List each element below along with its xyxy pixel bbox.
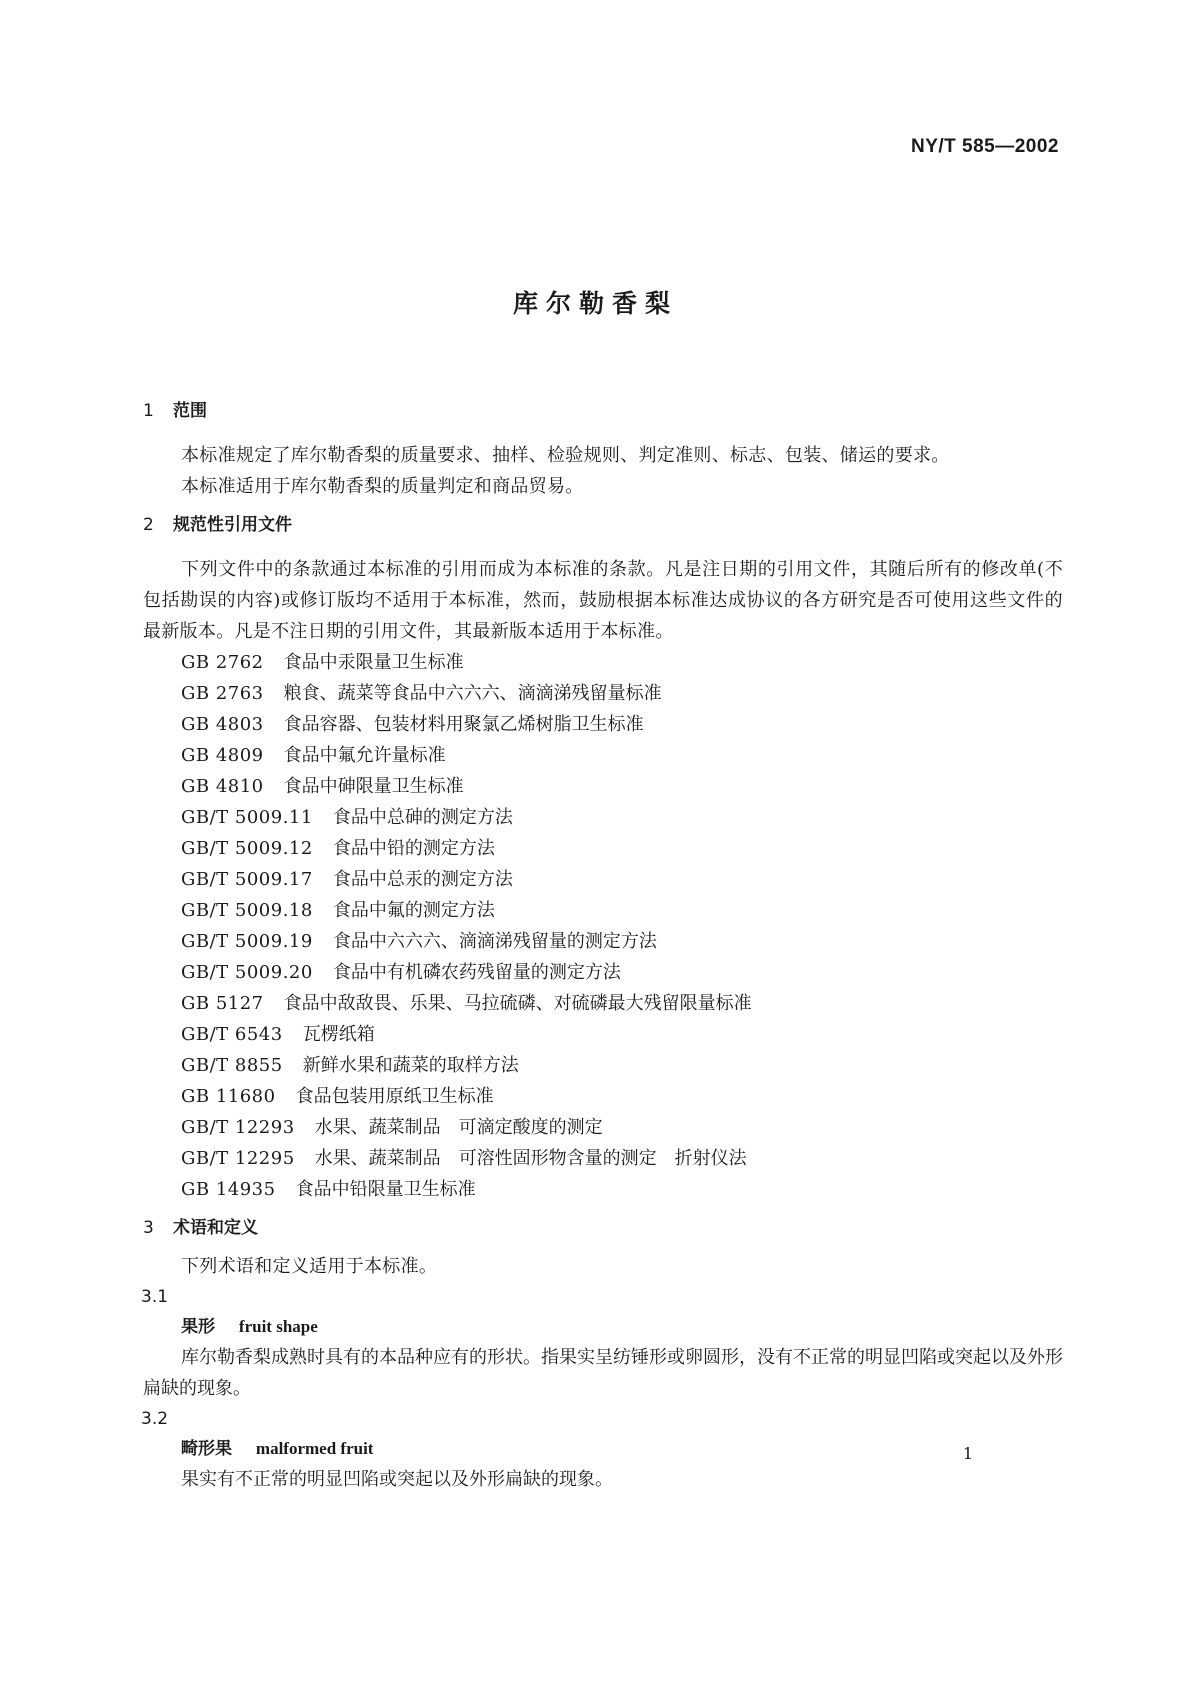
reference-title: 食品中砷限量卫生标准 [283,776,464,797]
reference-item [181,771,1063,802]
reference-code: GB 4809 [181,745,264,766]
reference-item [181,709,1063,740]
section-title: 范围 [173,401,207,421]
reference-item [181,1050,1063,1081]
reference-item [181,1112,1063,1143]
reference-item [181,926,1063,957]
reference-title: 粮食、蔬菜等食品中六六六、滴滴涕残留量标准 [283,683,662,704]
references-intro: 下列文件中的条款通过本标准的引用而成为本标准的条款。凡是注日期的引用文件，其随后所有的修改单(不包括勘误的内容)或修订版均不适用于本标准，然而，鼓励根据本标准达成协议的各方研究是否可使用这些文件的最新版本。凡是不注日期的引用文件，其最新版本适用于本标准。 [143,559,1063,642]
document-body [143,398,1063,1495]
reference-title: 瓦楞纸箱 [302,1024,375,1045]
reference-title: 食品中氟的测定方法 [332,900,495,921]
reference-item [181,957,1063,988]
reference-code: GB 5127 [181,993,264,1014]
reference-item [181,895,1063,926]
term-definition: 库尔勒香梨成熟时具有的本品种应有的形状。指果实呈纺锤形或卵圆形，没有不正常的明显凹陷或突起以及外形扁缺的现象。 [143,1347,1063,1399]
section-number: 3 [143,1218,154,1238]
reference-item [181,1019,1063,1050]
reference-title: 水果、蔬菜制品 可溶性固形物含量的测定 折射仪法 [314,1148,747,1169]
reference-code: GB 14935 [181,1179,276,1200]
term-en: fruit shape [238,1317,318,1336]
reference-title: 食品中六六六、滴滴涕残留量的测定方法 [332,931,657,952]
reference-code: GB/T 12295 [181,1148,295,1169]
reference-item [181,802,1063,833]
reference-item [181,647,1063,678]
term-heading [143,1434,1063,1464]
page-number: 1 [962,1444,973,1463]
reference-item [181,864,1063,895]
reference-code: GB/T 5009.12 [181,838,313,859]
section-number: 1 [143,401,154,421]
reference-title: 食品中有机磷农药残留量的测定方法 [332,962,621,983]
section-2-heading [143,512,1063,538]
reference-code: GB/T 5009.17 [181,869,313,890]
reference-title: 食品容器、包装材料用聚氯乙烯树脂卫生标准 [283,714,644,735]
reference-list [143,647,1063,1205]
section-1-heading [143,398,1063,424]
reference-code: GB/T 5009.20 [181,962,313,983]
reference-title: 水果、蔬菜制品 可滴定酸度的测定 [314,1117,603,1138]
reference-title: 食品中铅限量卫生标准 [295,1179,476,1200]
term-number: 3.1 [141,1287,169,1307]
reference-item [181,740,1063,771]
reference-item [181,1143,1063,1174]
reference-item [181,1081,1063,1112]
reference-item [181,678,1063,709]
term-number: 3.2 [141,1409,169,1429]
terms-intro: 下列术语和定义适用于本标准。 [181,1256,438,1277]
reference-item [181,1174,1063,1205]
term-zh: 果形 [181,1317,215,1337]
reference-code: GB/T 5009.18 [181,900,313,921]
scope-paragraph: 本标准规定了库尔勒香梨的质量要求、抽样、检验规则、判定准则、标志、包装、储运的要求。 [181,445,950,466]
reference-code: GB/T 5009.19 [181,931,313,952]
scope-paragraph: 本标准适用于库尔勒香梨的质量判定和商品贸易。 [181,476,584,497]
reference-item [181,833,1063,864]
reference-title: 食品包装用原纸卫生标准 [295,1086,494,1107]
reference-item [181,988,1063,1019]
reference-title: 食品中铅的测定方法 [332,838,495,859]
reference-code: GB 4810 [181,776,264,797]
reference-title: 食品中总砷的测定方法 [332,807,513,828]
reference-title: 食品中氟允许量标准 [283,745,446,766]
section-title: 规范性引用文件 [173,515,292,535]
reference-code: GB/T 8855 [181,1055,283,1076]
reference-code: GB/T 6543 [181,1024,283,1045]
term-en: malformed fruit [255,1439,374,1458]
reference-code: GB 4803 [181,714,264,735]
reference-title: 食品中汞限量卫生标准 [283,652,464,673]
term-heading [143,1312,1063,1342]
reference-code: GB/T 12293 [181,1117,295,1138]
section-number: 2 [143,515,154,535]
document-title: 库尔勒香梨 [512,289,678,318]
reference-code: GB/T 5009.11 [181,807,313,828]
term-zh: 畸形果 [181,1439,232,1459]
section-title: 术语和定义 [173,1218,258,1238]
reference-code: GB 2763 [181,683,264,704]
reference-title: 食品中总汞的测定方法 [332,869,513,890]
reference-title: 新鲜水果和蔬菜的取样方法 [302,1055,519,1076]
section-3-heading [143,1215,1063,1241]
reference-title: 食品中敌敌畏、乐果、马拉硫磷、对硫磷最大残留限量标准 [283,993,752,1014]
standard-code: NY/T 585—2002 [910,136,1059,157]
reference-code: GB 2762 [181,652,264,673]
reference-code: GB 11680 [181,1086,276,1107]
term-definition: 果实有不正常的明显凹陷或突起以及外形扁缺的现象。 [181,1469,613,1490]
